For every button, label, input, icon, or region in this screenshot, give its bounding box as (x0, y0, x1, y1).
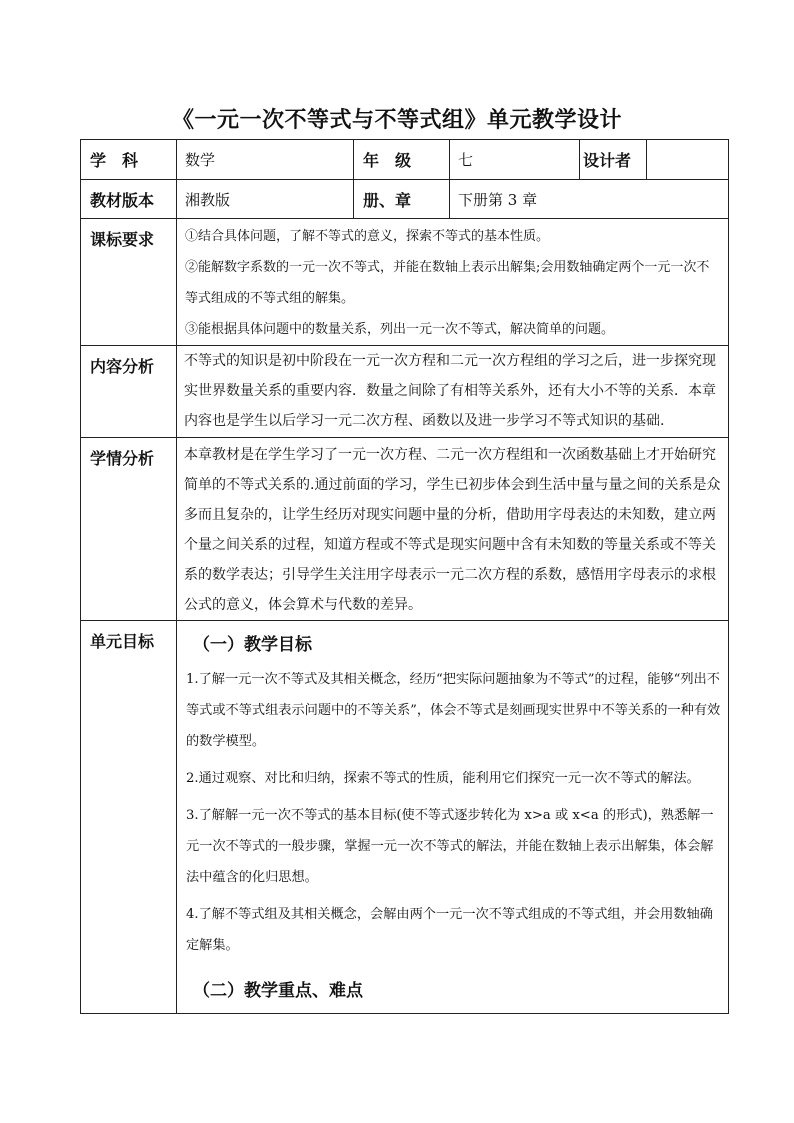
students-cell (177, 438, 729, 621)
standards-item: ②能解数字系数的一元一次不等式，并能在数轴上表示出解集;会用数轴确定两个一元一次不等式组成的不等式组的解集。 (185, 260, 710, 306)
row-unit-goals (81, 621, 729, 1014)
standards-label: 课标要求 (81, 219, 177, 346)
edition-value: 湘教版 (177, 180, 354, 219)
goal-item: 1.了解一元一次不等式及其相关概念，经历“把实际问题抽象为不等式”的过程，能够“列出不等式或不等式组表示问题中的不等关系”，体会不等式是刻画现实世界中不等关系的一种有效的数学模型。 (186, 672, 721, 749)
goals-list (177, 664, 728, 961)
designer-label: 设计者 (580, 140, 647, 180)
grade-value: 七 (450, 140, 580, 180)
subject-value: 数学 (177, 140, 354, 180)
students-text: 本章教材是在学生学习了一元一次方程、二元一次方程组和一次函数基础上才开始研究简单的不等式关系的.通过前面的学习，学生已初步体会到生活中量与量之间的关系是众多而且复杂的，让学生经历对现实问题中量的分析，借助用字母表达的未知数，建立两个量之间关系的过程，知道方程或不等式是现实问题中含有未知数的等量关系或不等关系的数学表达；引导学生关注用字母表示一元二次方程的系数，感悟用字母表示的求根公式的意义，体会算术与代数的差异。 (184, 447, 721, 613)
goals-cell (177, 621, 729, 1014)
document-title: 《一元一次不等式与不等式组》单元教学设计 (171, 108, 622, 133)
row-standards (81, 219, 729, 346)
lesson-design-table (80, 139, 729, 1014)
section-title-goals: （一）教学目标 (193, 635, 312, 655)
standards-list (177, 219, 728, 345)
volume-value: 下册第 3 章 (450, 180, 729, 219)
standards-item: ①结合具体问题，了解不等式的意义，探索不等式的基本性质。 (185, 229, 550, 244)
row-subject (81, 140, 729, 180)
students-label: 学情分析 (81, 438, 177, 621)
section-title-keypoints: （二）教学重点、难点 (193, 981, 363, 1001)
content-label: 内容分析 (81, 346, 177, 438)
volume-label: 册、章 (354, 180, 450, 219)
goals-label: 单元目标 (81, 621, 177, 1014)
content-text: 不等式的知识是初中阶段在一元一次方程和二元一次方程组的学习之后，进一步探究现实世界数量关系的重要内容．数量之间除了有相等关系外，还有大小不等的关系．本章内容也是学生以后学习一元二次方程、函数以及进一步学习不等式知识的基础. (184, 353, 716, 429)
row-student-analysis (81, 438, 729, 621)
edition-label: 教材版本 (81, 180, 177, 219)
subject-label: 学 科 (81, 140, 177, 180)
standards-item: ③能根据具体问题中的数量关系，列出一元一次不等式，解决简单的问题。 (185, 322, 615, 337)
goal-item: 2.通过观察、对比和归纳，探索不等式的性质，能利用它们探究一元一次不等式的解法。 (186, 771, 700, 786)
row-content-analysis (81, 346, 729, 438)
grade-label: 年 级 (354, 140, 450, 180)
goal-item: 4.了解不等式组及其相关概念，会解由两个一元一次不等式组成的不等式组，并会用数轴确定解集。 (186, 907, 713, 953)
row-edition (81, 180, 729, 219)
standards-cell (177, 219, 729, 346)
content-cell (177, 346, 729, 438)
designer-value (647, 140, 729, 180)
goal-item: 3.了解解一元一次不等式的基本目标(使不等式逐步转化为 x>a 或 x<a 的形式)，熟悉解一元一次不等式的一般步骤，掌握一元一次不等式的解法，并能在数轴上表示出解集，体会解法中蕴含的化归思想。 (186, 808, 714, 885)
